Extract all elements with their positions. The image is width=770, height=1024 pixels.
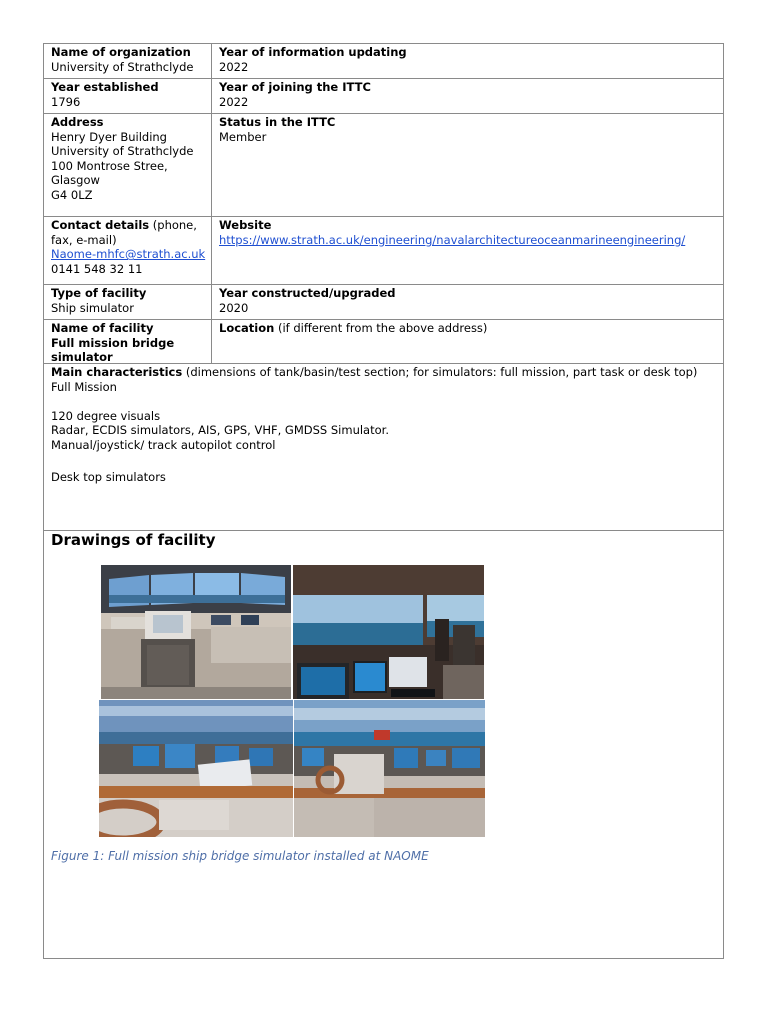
constructed-cell <box>212 285 722 315</box>
simulator-photo <box>293 565 484 699</box>
status-value: Member <box>219 129 267 144</box>
characteristics-line: Full Mission <box>51 379 117 394</box>
address-line: University of Strathclyde <box>51 144 194 159</box>
joining-value: 2022 <box>219 94 249 109</box>
joining-cell <box>212 79 722 109</box>
characteristics-line: Manual/joystick/ track autopilot control <box>51 437 276 452</box>
location-label: Location <box>219 321 275 335</box>
address-cell <box>44 114 211 203</box>
characteristics-line: 120 degree visuals <box>51 408 161 423</box>
established-cell <box>44 79 211 109</box>
location-cell <box>212 320 722 336</box>
status-cell <box>212 114 722 144</box>
joining-label: Year of joining the ITTC <box>219 80 371 94</box>
contact-label: Contact details <box>51 218 150 232</box>
figure-caption: Figure 1: Full mission ship bridge simulator installed at NAOME <box>51 849 429 863</box>
facility-name-value: simulator <box>51 350 113 365</box>
address-label: Address <box>51 115 104 129</box>
facility-type-label: Type of facility <box>51 286 147 300</box>
contact-cell <box>44 217 211 276</box>
simulator-photo <box>101 565 291 699</box>
organization-label: Name of organization <box>51 45 191 59</box>
facility-name-label: Name of facility <box>51 321 154 335</box>
characteristics-cell <box>44 364 722 484</box>
simulator-photo <box>294 700 485 837</box>
address-line: G4 0LZ <box>51 187 93 202</box>
year-update-cell <box>212 44 722 74</box>
established-value: 1796 <box>51 94 81 109</box>
location-note: (if different from the above address) <box>274 321 488 335</box>
website-cell <box>212 217 722 247</box>
email-link[interactable]: Naome-mhfc@strath.ac.uk <box>51 247 206 262</box>
organization-cell <box>44 44 211 74</box>
established-label: Year established <box>51 80 159 94</box>
constructed-value: 2020 <box>219 300 249 315</box>
year-update-value: 2022 <box>219 59 249 74</box>
status-label: Status in the ITTC <box>219 115 336 129</box>
characteristics-note: (dimensions of tank/basin/test section; for simulators: full mission, part task or desk top) <box>182 365 698 379</box>
website-link[interactable]: https://www.strath.ac.uk/engineering/navalarchitectureoceanmarineengineering/ <box>219 232 686 247</box>
address-line: Henry Dyer Building <box>51 129 167 144</box>
address-line: 100 Montrose Stree, <box>51 158 168 173</box>
characteristics-line: Desk top simulators <box>51 469 166 484</box>
constructed-label: Year constructed/upgraded <box>219 286 396 300</box>
phone-value: 0141 548 32 11 <box>51 261 143 276</box>
drawings-title: Drawings of facility <box>51 531 216 549</box>
facility-type-value: Ship simulator <box>51 300 134 315</box>
contact-label-note: fax, e-mail) <box>51 232 117 247</box>
website-label: Website <box>219 218 272 232</box>
facility-type-cell <box>44 285 211 315</box>
simulator-photo <box>99 700 293 837</box>
facility-name-value: Full mission bridge <box>51 335 175 350</box>
characteristics-label: Main characteristics <box>51 365 183 379</box>
contact-label-note: (phone, <box>149 218 197 232</box>
address-line: Glasgow <box>51 173 100 188</box>
facility-name-cell <box>44 320 211 365</box>
organization-value: University of Strathclyde <box>51 59 194 74</box>
characteristics-line: Radar, ECDIS simulators, AIS, GPS, VHF, GMDSS Simulator. <box>51 423 389 438</box>
year-update-label: Year of information updating <box>219 45 407 59</box>
